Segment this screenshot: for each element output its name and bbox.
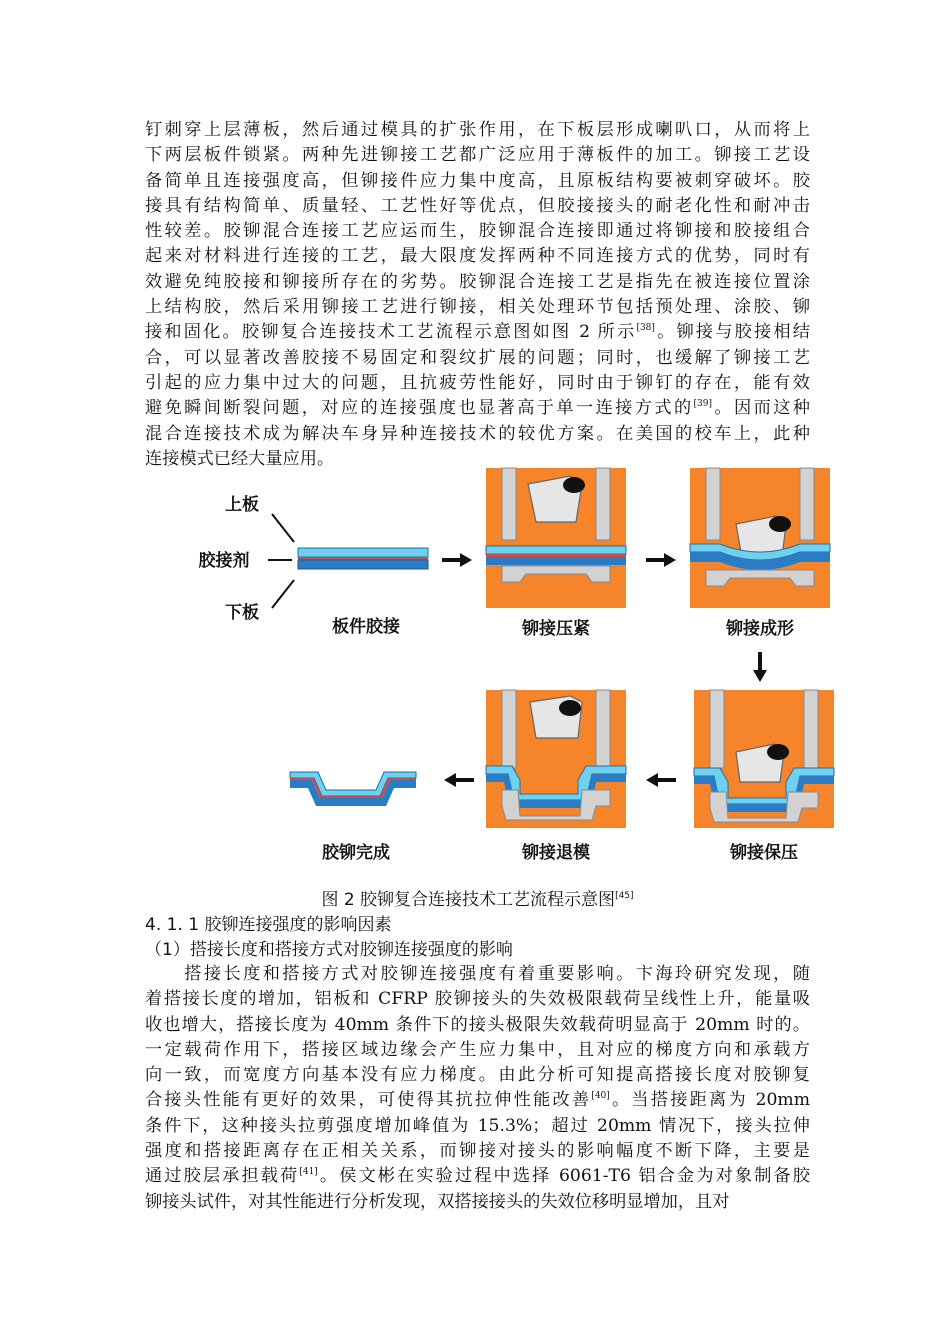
figure-caption-text: 图 2 胶铆复合连接技术工艺流程示意图 [321,890,616,910]
line-text-tail: 。当搭接距离为 20mm [609,1090,810,1111]
paragraph-line [145,396,810,421]
line-text: 效避免纯胶接和铆接所存在的劣势。胶铆混合连接工艺是指先在被连接位置涂 [145,271,810,292]
citation-superscript: [39] [693,399,713,410]
paragraph-line [145,371,810,396]
label-lower-sheet: 下板 [225,603,259,623]
body-paragraph-2 [145,962,810,1215]
line-text: 合，可以显著改善胶接不易固定和裂纹扩展的问题；同时，也缓解了铆接工艺 [145,347,810,368]
line-text: 向一致，而宽度方向基本没有应力梯度。由此分析可知提高搭接长度对胶铆复 [145,1065,810,1086]
step3-die [690,468,830,608]
paragraph-line [145,270,810,295]
citation-superscript: [38] [636,323,655,334]
line-text: 钉刺穿上层薄板，然后通过模具的扩张作用，在下板层形成喇叭口，从而将上 [145,120,810,140]
leader-line-upper [272,514,294,542]
step5-die [486,690,626,828]
line-text-tail: 。铆接与胶接相结 [654,322,810,343]
line-text: 接和固化。胶铆复合连接技术工艺流程示意图如图 2 所示 [145,322,637,343]
paragraph-line [145,118,810,143]
line-text: 避免瞬间断裂问题，对应的连接强度也显著高于单一连接方式的 [145,398,694,419]
line-text: 备简单且连接强度高，但铆接件应力集中度高，且原板结构要被刺穿破坏。胶 [145,170,810,191]
paragraph-line [145,1164,810,1189]
label-step6: 胶铆完成 [322,843,390,863]
paragraph-line [145,320,810,345]
step4-die [694,690,834,828]
line-text: 强度和搭接距离存在正相关关系，而铆接对接头的影响幅度不断下降，主要是 [145,1141,810,1162]
line-text: 一定载荷作用下，搭接区域边缘会产生应力集中，且对应的梯度方向和承载方 [145,1039,810,1060]
line-text: 搭接长度和搭接方式对胶铆连接强度有着重要影响。卞海玲研究发现，随 [145,964,810,984]
label-step5: 铆接退模 [522,843,590,863]
line-text: 铆接头试件，对其性能进行分析发现，双搭接接头的失效位移明显增加，且对 [145,1191,730,1212]
figure-2-process-diagram [180,462,840,882]
step2-die [486,468,626,608]
paragraph-line [145,987,810,1012]
process-diagram-svg [180,462,840,882]
figure-caption [145,888,810,912]
section-heading: 4. 1. 1 胶铆连接强度的影响因素 [145,915,392,935]
line-text: 着搭接长度的增加，铝板和 CFRP 胶铆接头的失效极限载荷呈线性上升，能量吸 [145,989,810,1010]
figure-caption-citation: [45] [615,891,634,901]
paragraph-line [145,219,810,244]
paragraph-line [145,194,810,219]
label-step2: 铆接压紧 [522,619,590,639]
sub-heading: （1）搭接长度和搭接方式对胶铆连接强度的影响 [145,940,513,960]
paragraph-line [145,1063,810,1088]
line-text: 连接模式已经大量应用。 [145,448,335,469]
paragraph-line [145,1114,810,1139]
line-text-tail: 。侯文彬在实验过程中选择 6061-T6 铝合金为对象制备胶 [317,1166,810,1187]
line-text: 起来对材料进行连接的工艺，最大限度发挥两种不同连接方式的优势，同时有 [145,246,810,267]
line-text: 性较差。胶铆混合连接工艺应运而生，胶铆混合连接即通过将铆接和胶接组合 [145,221,810,242]
label-step3: 铆接成形 [726,619,794,639]
line-text: 引起的应力集中过大的问题，且抗疲劳性能好，同时由于铆钉的存在，能有效 [145,372,810,393]
paragraph-line [145,1190,810,1215]
line-text: 合接头性能有更好的效果，可使得其抗拉伸性能改善 [145,1090,592,1111]
citation-superscript: [40] [591,1091,610,1102]
line-text: 通过胶层承担载荷 [145,1166,300,1187]
label-step1: 板件胶接 [332,617,400,637]
leader-line-lower [272,580,294,608]
line-text: 条件下，这种接头拉剪强度增加峰值为 15.3%；超过 20mm 情况下，接头拉伸 [145,1115,810,1136]
paragraph-line [145,1038,810,1063]
line-text-tail: 。因而这种 [712,398,810,419]
step1-sheets [298,548,428,569]
paragraph-line [145,295,810,320]
label-adhesive: 胶接剂 [198,551,250,571]
line-text: 混合连接技术成为解决车身异种连接技术的较优方案。在美国的校车上，此种 [145,423,810,444]
line-text: 上结构胶，然后采用铆接工艺进行铆接，相关处理环节包括预处理、涂胶、铆 [145,297,810,318]
paragraph-line [145,346,810,371]
paragraph-line [145,169,810,194]
label-step4: 铆接保压 [730,843,798,863]
body-paragraph-1 [145,118,810,472]
paragraph-line [145,962,810,987]
paragraph-line [145,244,810,269]
line-text: 下两层板件锁紧。两种先进铆接工艺都广泛应用于薄板件的加工。铆接工艺设 [145,145,810,166]
citation-superscript: [41] [299,1167,318,1178]
line-text: 接具有结构简单、质量轻、工艺性好等优点，但胶接接头的耐老化性和耐冲击 [145,195,810,216]
label-upper-sheet: 上板 [225,495,259,515]
line-text: 收也增大，搭接长度为 40mm 条件下的接头极限失效载荷明显高于 20mm 时的。 [145,1014,810,1035]
paragraph-line [145,1013,810,1038]
paragraph-line [145,1088,810,1113]
step6-finished-joint [290,772,416,806]
paragraph-line [145,422,810,447]
paragraph-line [145,1139,810,1164]
paragraph-line [145,143,810,168]
